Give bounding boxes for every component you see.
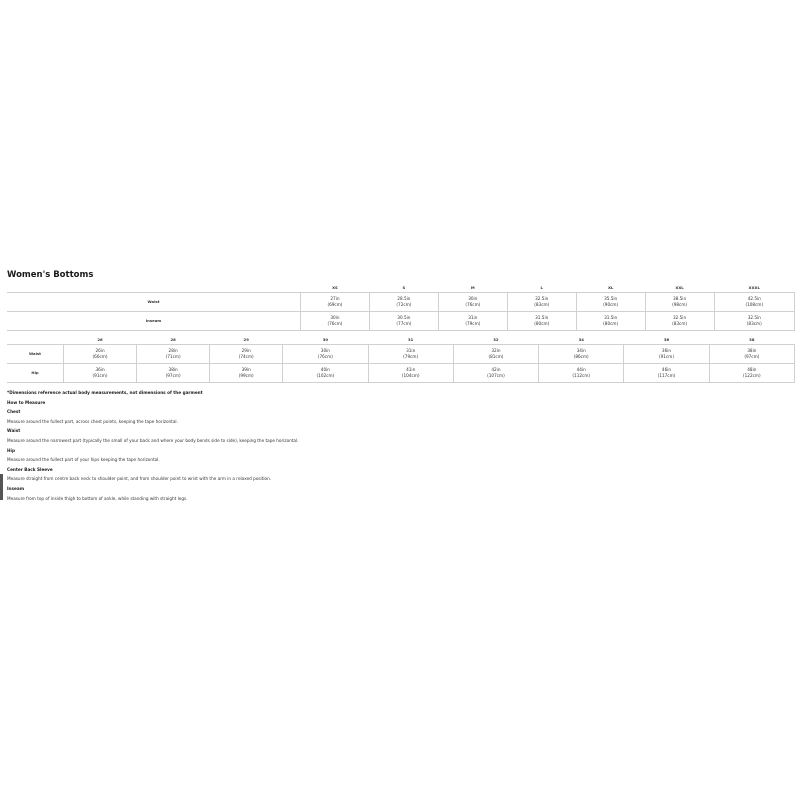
table-cell: 32.5in (83cm) (645, 312, 714, 331)
note-text-waist: Measure around the narrowest part (typically the small of your back and where your body bends side to side), keeping the tape horizontal. (7, 437, 299, 443)
size-header: 36 (663, 337, 670, 342)
table-cell: 31in (79cm) (368, 345, 453, 364)
table-header-row (7, 335, 795, 345)
table-cell: 38in (97cm) (137, 364, 210, 383)
header-spacer (7, 283, 301, 293)
table-cell: 48in (122cm) (709, 364, 794, 383)
table-cell: 27in (69cm) (301, 293, 370, 312)
table-header-row (7, 283, 795, 293)
size-table-numeric (7, 335, 795, 383)
table-cell: 29in (74cm) (210, 345, 283, 364)
table-cell: 31in (79cm) (438, 312, 507, 331)
size-header: 31 (408, 337, 414, 342)
size-header: XL (607, 285, 614, 290)
table-cell: 41in (104cm) (368, 364, 453, 383)
section-title: Women's Bottoms (7, 270, 94, 280)
measurement-notes (7, 388, 787, 503)
table-cell: 42in (107cm) (453, 364, 538, 383)
table-cell: 30in (76cm) (301, 312, 370, 331)
table-cell: 30in (76cm) (283, 345, 368, 364)
note-heading-chest: Chest (7, 409, 21, 415)
size-header: XXL (675, 285, 684, 290)
table-cell: 30in (76cm) (438, 293, 507, 312)
note-text-inseam: Measure from top of inside thigh to bottom of ankle, while standing with straight legs. (7, 495, 188, 501)
table-cell: 28.5in (72cm) (369, 293, 438, 312)
table-cell: 36in (91cm) (64, 364, 137, 383)
size-header: 28 (170, 337, 176, 342)
note-heading-inseam: Inseam (7, 485, 25, 491)
size-header: XS (332, 285, 338, 290)
table-cell: 32in (81cm) (453, 345, 538, 364)
how-to-measure-heading: How to Measure (7, 399, 46, 405)
table-cell: 31.5in (80cm) (507, 312, 576, 331)
table-cell: 32.5in (83cm) (507, 293, 576, 312)
size-header: L (540, 285, 543, 290)
header-spacer (7, 335, 64, 345)
side-tab-marker (0, 474, 3, 500)
table-cell: 42.5in (108cm) (714, 293, 794, 312)
row-label: Inseam (7, 312, 301, 331)
table-row (7, 345, 795, 364)
size-header: 29 (243, 337, 249, 342)
note-text-chest: Measure around the fullest part, across chest points, keeping the tape horizontal. (7, 418, 178, 424)
size-header: XXXL (748, 285, 760, 290)
table-cell: 39in (99cm) (210, 364, 283, 383)
note-heading-hip: Hip (7, 447, 15, 453)
note-text-hip: Measure around the fullest part of your hips keeping the tape horizontal. (7, 457, 160, 463)
table-cell: 35.5in (90cm) (576, 293, 645, 312)
size-header: M (470, 285, 475, 290)
size-header: 32 (493, 337, 499, 342)
table-cell: 36in (91cm) (624, 345, 709, 364)
table-cell: 38in (97cm) (709, 345, 794, 364)
table-row (7, 293, 795, 312)
table-cell: 26in (66cm) (64, 345, 137, 364)
table-row (7, 364, 795, 383)
table-cell: 46in (117cm) (624, 364, 709, 383)
table-cell: 44in (112cm) (539, 364, 624, 383)
table-cell: 31.5in (80cm) (576, 312, 645, 331)
size-header: 30 (322, 337, 329, 342)
note-text-center-back-sleeve: Measure straight from centre back neck to shoulder point, and from shoulder point to wrist with the arm in a relaxed position. (7, 476, 272, 482)
table-cell: 40in (102cm) (283, 364, 368, 383)
table-cell: 32.5in (83cm) (714, 312, 794, 331)
row-label: Hip (7, 364, 64, 383)
table-cell: 34in (86cm) (539, 345, 624, 364)
table-cell: 38.5in (98cm) (645, 293, 714, 312)
table-cell: 28in (71cm) (137, 345, 210, 364)
disclaimer: *Dimensions reference actual body measurements, not dimensions of the garment (7, 390, 203, 395)
size-table-letter (7, 283, 795, 331)
note-heading-waist: Waist (7, 428, 21, 434)
size-header: 38 (749, 337, 755, 342)
table-cell: 30.5in (77cm) (369, 312, 438, 331)
note-heading-center-back-sleeve: Center Back Sleeve (7, 466, 53, 472)
table-row (7, 312, 795, 331)
size-header: 26 (97, 337, 103, 342)
row-label: Waist (7, 293, 301, 312)
size-header: S (402, 285, 406, 290)
size-header: 34 (578, 337, 584, 342)
row-label: Waist (7, 345, 64, 364)
